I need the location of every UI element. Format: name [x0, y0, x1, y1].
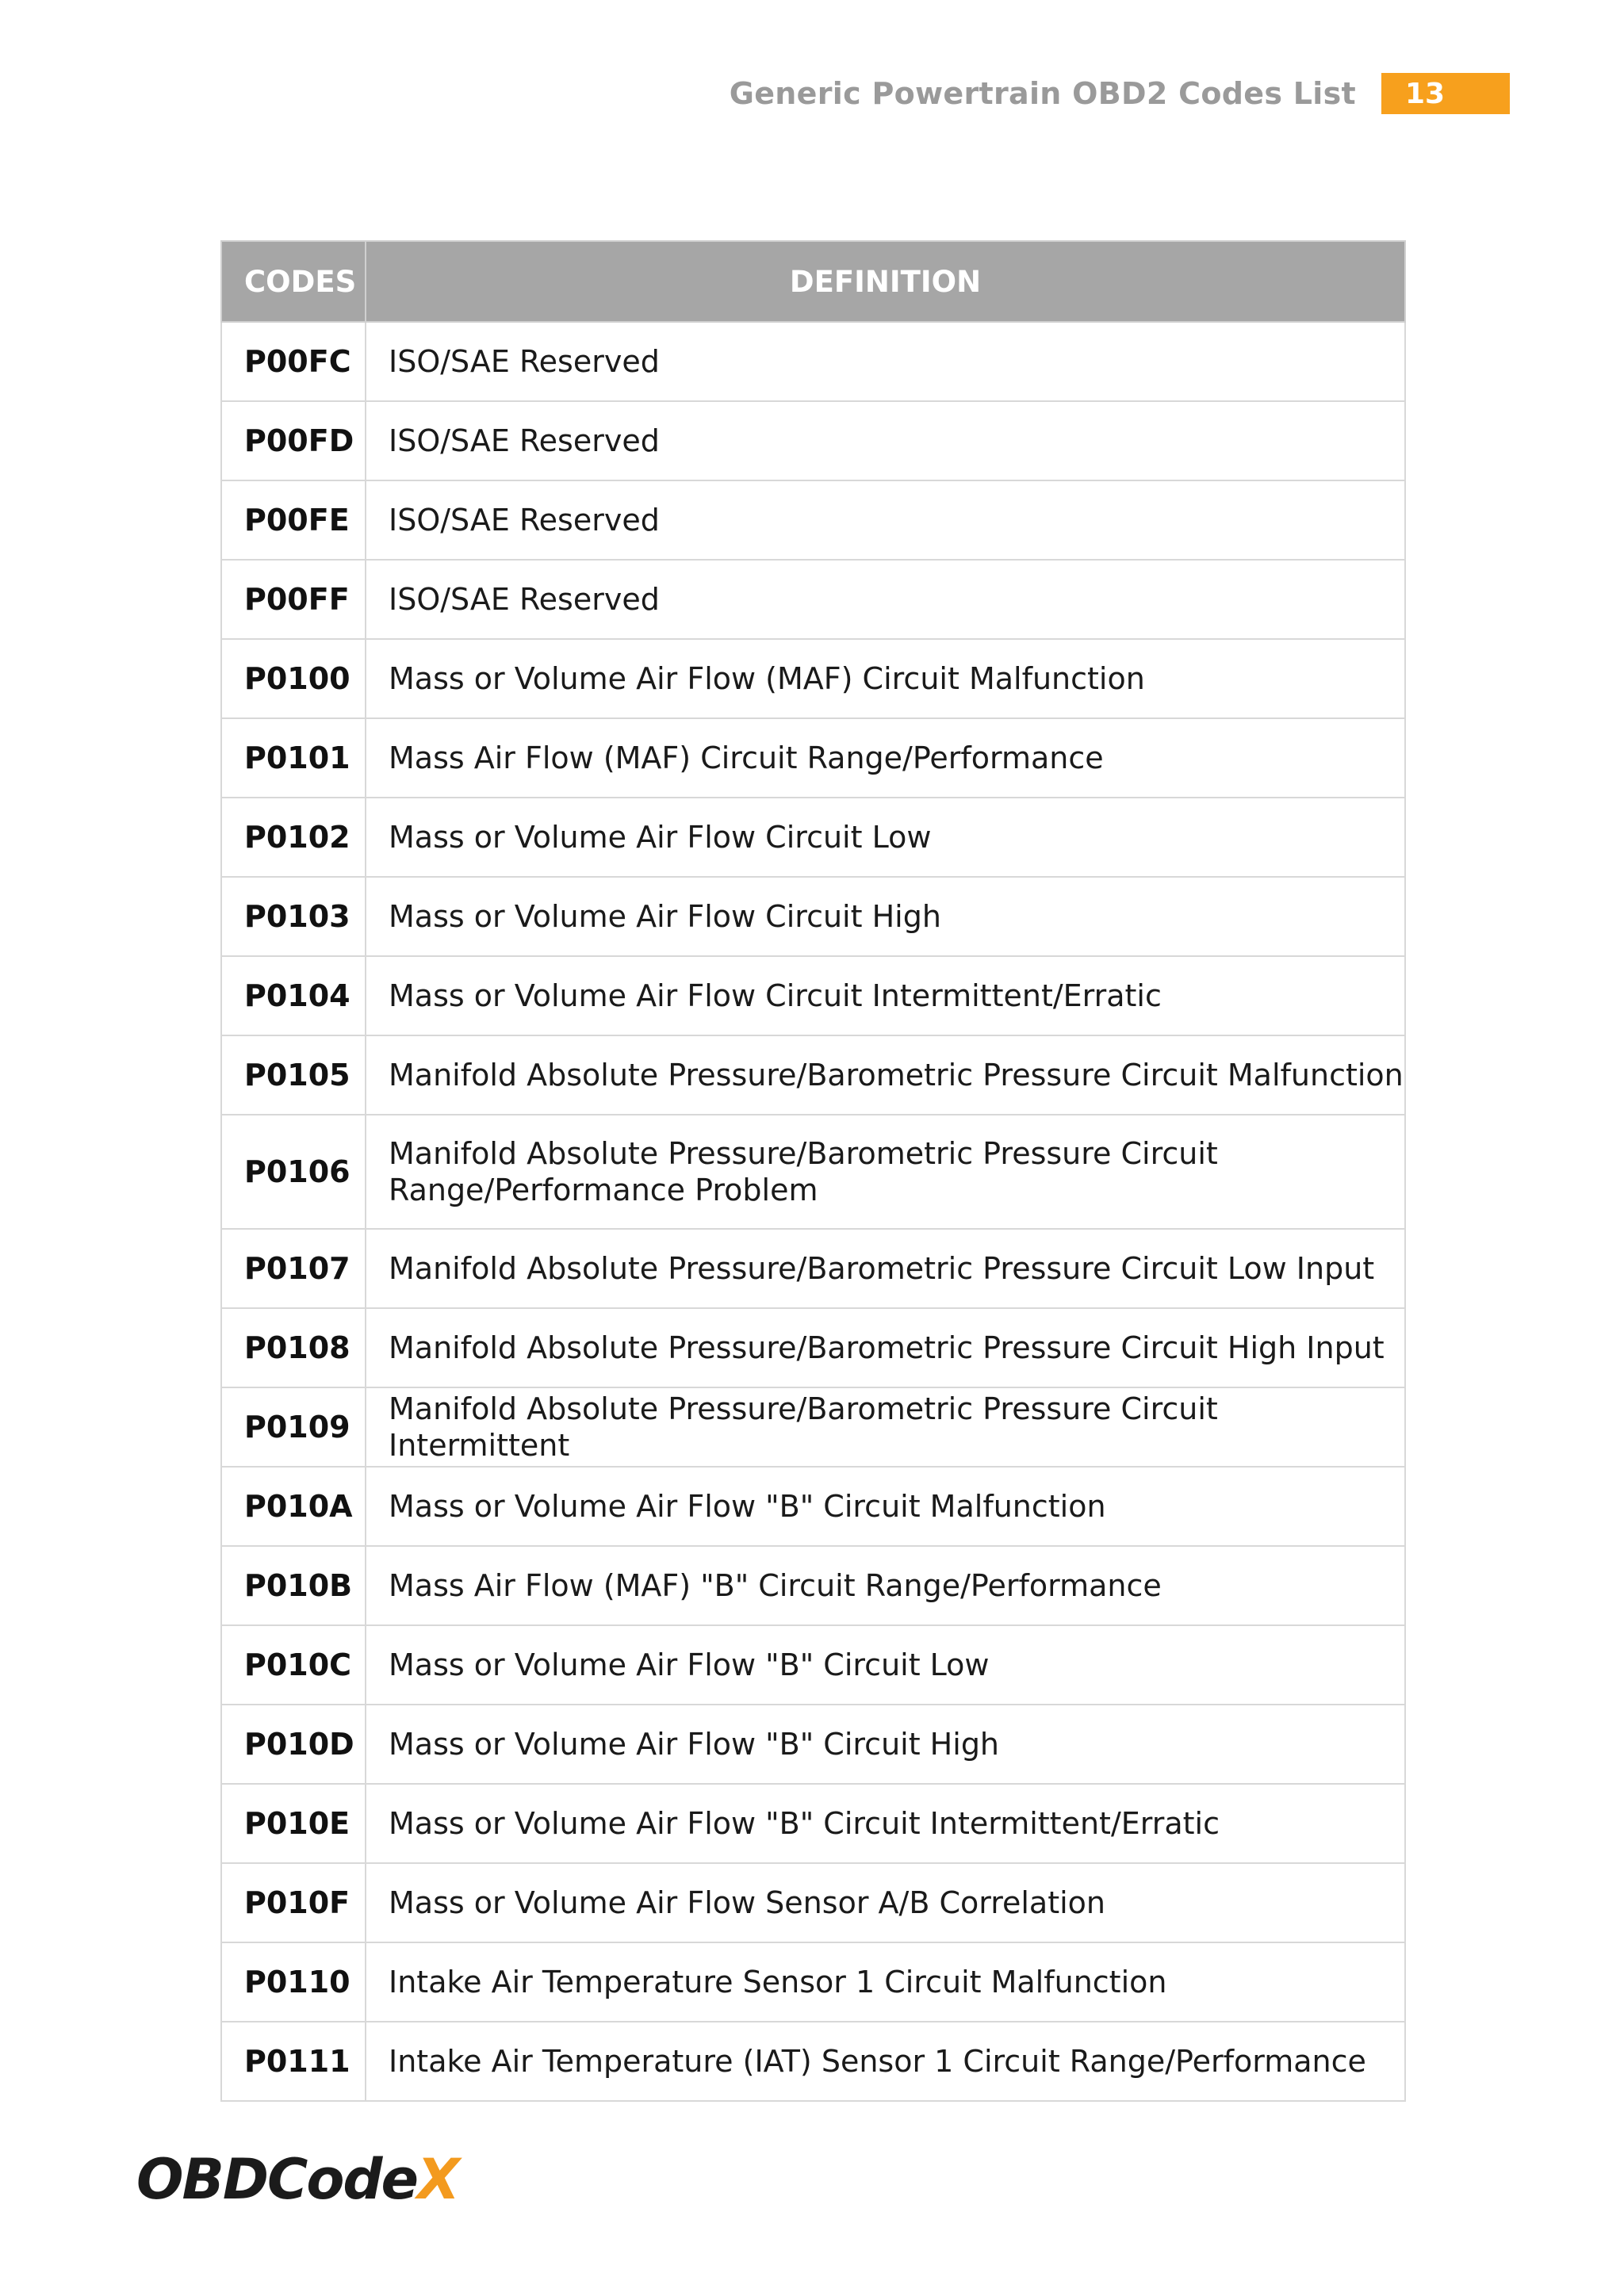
- code-cell: P00FE: [221, 480, 366, 560]
- page-number-badge: 13: [1381, 73, 1510, 114]
- code-cell: P010F: [221, 1863, 366, 1942]
- table-row: [221, 480, 1405, 560]
- definition-cell: Manifold Absolute Pressure/Barometric Pressure Circuit Range/Performance Problem: [366, 1115, 1405, 1229]
- definition-cell: Manifold Absolute Pressure/Barometric Pressure Circuit High Input: [366, 1308, 1405, 1387]
- code-cell: P010E: [221, 1784, 366, 1863]
- table-row: [221, 1784, 1405, 1863]
- definition-cell: Mass or Volume Air Flow (MAF) Circuit Malfunction: [366, 639, 1405, 718]
- definition-cell: Mass or Volume Air Flow "B" Circuit Low: [366, 1625, 1405, 1705]
- code-cell: P010D: [221, 1705, 366, 1784]
- table-row: [221, 1942, 1405, 2022]
- code-cell: P0103: [221, 877, 366, 956]
- code-cell: P0107: [221, 1229, 366, 1308]
- table-row: [221, 2022, 1405, 2101]
- definition-cell: Manifold Absolute Pressure/Barometric Pressure Circuit Low Input: [366, 1229, 1405, 1308]
- code-cell: P010A: [221, 1467, 366, 1546]
- table-row: [221, 956, 1405, 1035]
- definition-cell: Mass or Volume Air Flow Circuit Low: [366, 798, 1405, 877]
- column-header-codes: CODES: [221, 241, 366, 322]
- code-cell: P0102: [221, 798, 366, 877]
- definition-cell: Mass or Volume Air Flow "B" Circuit Malfunction: [366, 1467, 1405, 1546]
- definition-cell: Mass Air Flow (MAF) "B" Circuit Range/Performance: [366, 1546, 1405, 1625]
- table-row: [221, 1308, 1405, 1387]
- code-cell: P0106: [221, 1115, 366, 1229]
- table-row: [221, 877, 1405, 956]
- table-row: [221, 1863, 1405, 1942]
- table-row: [221, 322, 1405, 401]
- code-cell: P00FC: [221, 322, 366, 401]
- table-row: [221, 1467, 1405, 1546]
- obdcodex-logo: [136, 2147, 458, 2212]
- definition-cell: Mass or Volume Air Flow Circuit High: [366, 877, 1405, 956]
- definition-cell: Manifold Absolute Pressure/Barometric Pressure Circuit Intermittent: [366, 1387, 1405, 1467]
- table-row: [221, 1115, 1405, 1229]
- code-cell: P0111: [221, 2022, 366, 2101]
- definition-cell: Mass or Volume Air Flow "B" Circuit Intermittent/Erratic: [366, 1784, 1405, 1863]
- table-row: [221, 1229, 1405, 1308]
- table-row: [221, 798, 1405, 877]
- table-row: [221, 1035, 1405, 1115]
- definition-cell: ISO/SAE Reserved: [366, 560, 1405, 639]
- logo-text: OBDCode: [136, 2147, 418, 2212]
- code-cell: P0104: [221, 956, 366, 1035]
- document-title: Generic Powertrain OBD2 Codes List: [729, 76, 1356, 111]
- definition-cell: ISO/SAE Reserved: [366, 480, 1405, 560]
- table-row: [221, 718, 1405, 798]
- definition-cell: ISO/SAE Reserved: [366, 401, 1405, 480]
- column-header-definition: DEFINITION: [366, 241, 1405, 322]
- definition-cell: Mass Air Flow (MAF) Circuit Range/Performance: [366, 718, 1405, 798]
- definition-cell: Manifold Absolute Pressure/Barometric Pressure Circuit Malfunction: [366, 1035, 1405, 1115]
- table-header-row: [221, 241, 1405, 322]
- table-row: [221, 401, 1405, 480]
- page-header: [730, 73, 1510, 114]
- code-cell: P0108: [221, 1308, 366, 1387]
- table-row: [221, 1387, 1405, 1467]
- logo-accent-letter: X: [417, 2147, 458, 2212]
- definition-cell: Intake Air Temperature Sensor 1 Circuit Malfunction: [366, 1942, 1405, 2022]
- code-cell: P0100: [221, 639, 366, 718]
- code-cell: P00FF: [221, 560, 366, 639]
- code-cell: P0105: [221, 1035, 366, 1115]
- code-cell: P00FD: [221, 401, 366, 480]
- table-row: [221, 1705, 1405, 1784]
- codes-table: [220, 240, 1406, 2102]
- definition-cell: ISO/SAE Reserved: [366, 322, 1405, 401]
- table-row: [221, 639, 1405, 718]
- code-cell: P010B: [221, 1546, 366, 1625]
- definition-cell: Intake Air Temperature (IAT) Sensor 1 Circuit Range/Performance: [366, 2022, 1405, 2101]
- table-row: [221, 1546, 1405, 1625]
- code-cell: P0109: [221, 1387, 366, 1467]
- code-cell: P010C: [221, 1625, 366, 1705]
- code-cell: P0110: [221, 1942, 366, 2022]
- code-cell: P0101: [221, 718, 366, 798]
- definition-cell: Mass or Volume Air Flow Circuit Intermittent/Erratic: [366, 956, 1405, 1035]
- table-row: [221, 560, 1405, 639]
- definition-cell: Mass or Volume Air Flow Sensor A/B Correlation: [366, 1863, 1405, 1942]
- table-row: [221, 1625, 1405, 1705]
- definition-cell: Mass or Volume Air Flow "B" Circuit High: [366, 1705, 1405, 1784]
